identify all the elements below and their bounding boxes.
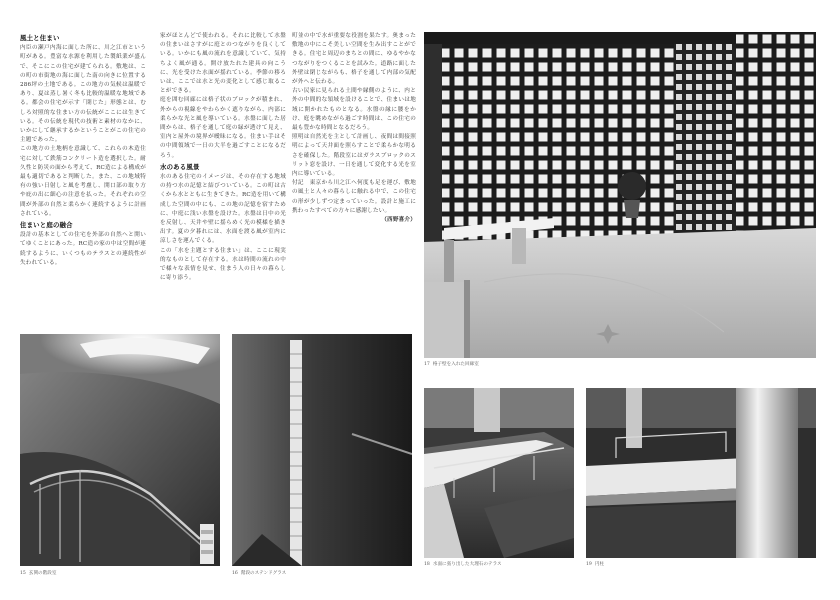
body-paragraph: 内臣の瀬戸内海に面した所に、川之江市という町がある。豊富な水源を利用した製紙業が盛んで、そこにこの住宅が建てられる。敷地は、この町の市街地の海に面した南の向きに位置する286坪の土地である。この地方の気候は温暖であり、夏は蒸し暑く冬も比較的温暖な地域である。都会の住宅が示す「閉じた」形態とは、むしろ対照的な住まい方の伝統がここには生きている。その伝統を現代の技術と素材のなかに、いかにして継承するかということがこの住宅の主題であった。 (20, 45, 146, 144)
section-heading: 風土と住まい (20, 34, 60, 42)
photo-pool-terrace (424, 388, 574, 558)
caption-number: 19 (586, 562, 592, 567)
body-paragraph: 庭を囲む回廊には格子状のブロックが積まれ、外からの視線をやわらかく遮りながら、内部に柔らかな光と風を導いている。水盤に面した居間からは、格子を通して庭の緑が透けて見え、室内と屋外の境界が曖昧になる。住まい手はその中間領域で一日の大半を過ごすことになるだろう。 (160, 97, 286, 159)
text-column-2 (160, 32, 286, 283)
caption-stairwell (20, 571, 56, 577)
photo-lattice-corridor (424, 32, 816, 358)
caption-text: 水面に張り出した大理石のテラス (432, 562, 502, 567)
caption-glass-block (232, 571, 286, 577)
caption-number: 16 (232, 571, 238, 576)
column-2-body (160, 32, 286, 283)
text-column-3 (292, 32, 416, 225)
column-3-body (292, 32, 416, 216)
caption-text: 玄関の階段室 (28, 571, 57, 576)
body-paragraph: 照明は自然光を主として計画し、夜間は間接照明によって天井面を照らすことで柔らかな明るさを確保した。階段室にはガラスブロックのスリット窓を設け、一日を通して変化する光を室内に導いている。 (292, 134, 416, 178)
body-paragraph: 設計の基本としての住宅を外部の自然へと開いてゆくことにあった。RC造の家の中は空間が連続するように、いくつものテラスとの連続性が失われている。 (20, 232, 146, 266)
photo-glass-block-slit (232, 334, 412, 566)
caption-text: 階段のステンドグラス (240, 571, 287, 576)
body-paragraph: 家がほとんどで使われる。それに比較して水盤の住まいはさすがに庭とのつながりを良くしている。いかにも風の流れを意識していて、気持ちよく風が通る。開け放たれた建具の向こうに、光を受けた水面が揺れている。季節の移ろいは、ここでは水と光の変化として感じ取ることができる。 (160, 33, 286, 95)
body-paragraph: 町並の中で水が重要な役割を果たす。奥まった敷地の中にこそ美しい空間を生み出すことができる。住宅と周辺のまちとの間に、ゆるやかなつながりをつくることを試みた。道路に面した外壁は閉じながらも、格子を通して内部の気配が外へと伝わる。 (292, 33, 416, 86)
section-heading: 水のある風景 (160, 162, 200, 171)
photo-column (586, 388, 816, 558)
caption-number: 15 (20, 571, 26, 576)
text-column-1 (20, 32, 146, 268)
body-paragraph: 付記 東京から川之江へ何度も足を運び、敷地の風土と人々の暮らしに触れる中で、この住宅の形が少しずつ定まっていった。設計と施工に携わったすべての方々に感謝したい。 (292, 180, 416, 214)
caption-text: 格子壁を入れた回廊室 (432, 362, 479, 367)
body-paragraph: この「水を主題とする住まい」は、ここに現実的なものとして存在する。水は時間の流れの中で様々な表情を見せ、住まう人の日々の暮らしに寄り添う。 (160, 247, 286, 282)
section-heading: 住まいと庭の融合 (20, 221, 73, 230)
author-signature: （西野喜介） (381, 217, 416, 224)
body-paragraph: 古い民家に見られる土間や縁側のように、内と外の中間的な領域を設けることで、住まいは地域に開かれたものとなる。水盤の縁に腰をかけ、庭を眺めながら過ごす時間は、この住宅の最も豊かな時間となるだろう。 (292, 88, 416, 132)
caption-number: 17 (424, 362, 430, 367)
caption-text: 円柱 (594, 562, 605, 567)
caption-column (586, 562, 604, 568)
caption-pool (424, 562, 502, 568)
caption-number: 18 (424, 562, 430, 567)
body-paragraph: 水のある住宅のイメージは、その存在する地域の持つ水の記憶と結びついている。この町は古くから水とともに生きてきた。RC造を用いて構成した空間の中にも、この地の記憶を宿すために、中庭に浅い水盤を設けた。水盤は日中の光を反射し、天井や壁に揺らめく光の模様を描き出す。夏の夕暮れには、水面を渡る風が室内に涼しさを運んでくる。 (160, 174, 286, 245)
column-1-body (20, 34, 146, 268)
body-paragraph: この地方の土地柄を意識して、これらの木造住宅に対して鉄筋コンクリート造を選択した。耐久性と防災の面から考えて、RC造による構成が最も適切であると判断した。また、この地域特有の強い日射しと風を考慮し、開口部の取り方や庇の出に細心の注意を払った。それぞれの空間が外部の自然と柔らかく連続するように計画されている。 (20, 146, 146, 217)
caption-lattice (424, 362, 479, 368)
photo-stairwell (20, 334, 220, 566)
